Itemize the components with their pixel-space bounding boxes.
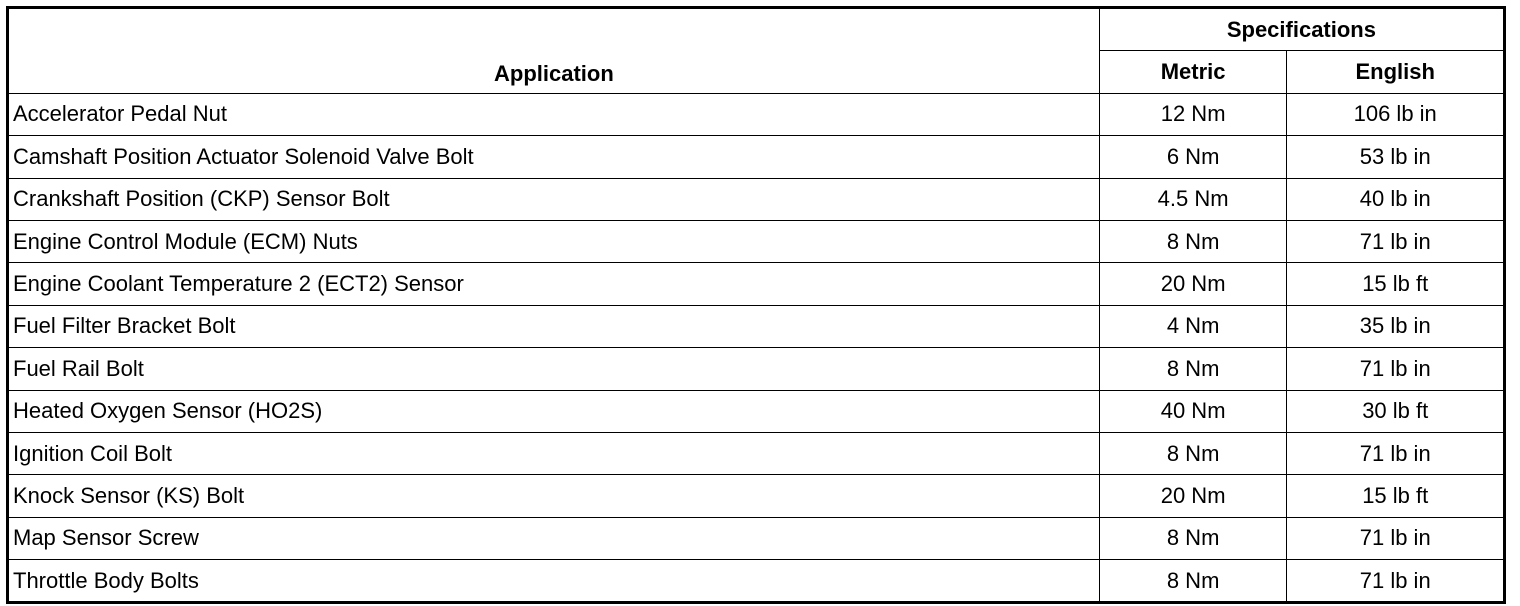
metric-cell: 4.5 Nm (1099, 178, 1287, 220)
metric-cell: 8 Nm (1099, 517, 1287, 559)
english-cell: 71 lb in (1287, 517, 1505, 559)
application-cell: Knock Sensor (KS) Bolt (8, 475, 1100, 517)
application-cell: Map Sensor Screw (8, 517, 1100, 559)
application-column-header: Application (8, 8, 1100, 94)
application-cell: Fuel Rail Bolt (8, 348, 1100, 390)
english-cell: 40 lb in (1287, 178, 1505, 220)
table-header (8, 8, 1505, 94)
english-cell: 71 lb in (1287, 348, 1505, 390)
english-cell: 106 lb in (1287, 93, 1505, 135)
metric-cell: 8 Nm (1099, 560, 1287, 603)
table-row (8, 475, 1505, 517)
table-row (8, 263, 1505, 305)
application-cell: Engine Control Module (ECM) Nuts (8, 220, 1100, 262)
english-cell: 30 lb ft (1287, 390, 1505, 432)
application-cell: Camshaft Position Actuator Solenoid Valve Bolt (8, 136, 1100, 178)
application-cell: Ignition Coil Bolt (8, 432, 1100, 474)
table-row (8, 93, 1505, 135)
application-cell: Throttle Body Bolts (8, 560, 1100, 603)
fastener-specifications-table (6, 6, 1506, 604)
application-cell: Engine Coolant Temperature 2 (ECT2) Sensor (8, 263, 1100, 305)
metric-cell: 8 Nm (1099, 432, 1287, 474)
table-row (8, 517, 1505, 559)
table-row (8, 136, 1505, 178)
english-cell: 35 lb in (1287, 305, 1505, 347)
application-cell: Crankshaft Position (CKP) Sensor Bolt (8, 178, 1100, 220)
english-cell: 71 lb in (1287, 560, 1505, 603)
table-body (8, 93, 1505, 603)
table-row (8, 348, 1505, 390)
metric-cell: 20 Nm (1099, 263, 1287, 305)
table-row (8, 432, 1505, 474)
table-row (8, 390, 1505, 432)
metric-column-header: Metric (1099, 51, 1287, 93)
table-row (8, 178, 1505, 220)
english-cell: 15 lb ft (1287, 475, 1505, 517)
metric-cell: 4 Nm (1099, 305, 1287, 347)
metric-cell: 12 Nm (1099, 93, 1287, 135)
application-cell: Accelerator Pedal Nut (8, 93, 1100, 135)
metric-cell: 6 Nm (1099, 136, 1287, 178)
metric-cell: 20 Nm (1099, 475, 1287, 517)
specifications-group-header: Specifications (1099, 8, 1504, 51)
table-row (8, 220, 1505, 262)
metric-cell: 8 Nm (1099, 220, 1287, 262)
english-cell: 71 lb in (1287, 432, 1505, 474)
header-row-top (8, 8, 1505, 51)
english-cell: 71 lb in (1287, 220, 1505, 262)
english-column-header: English (1287, 51, 1505, 93)
metric-cell: 8 Nm (1099, 348, 1287, 390)
english-cell: 15 lb ft (1287, 263, 1505, 305)
metric-cell: 40 Nm (1099, 390, 1287, 432)
table-row (8, 560, 1505, 603)
english-cell: 53 lb in (1287, 136, 1505, 178)
application-cell: Fuel Filter Bracket Bolt (8, 305, 1100, 347)
table-row (8, 305, 1505, 347)
application-cell: Heated Oxygen Sensor (HO2S) (8, 390, 1100, 432)
